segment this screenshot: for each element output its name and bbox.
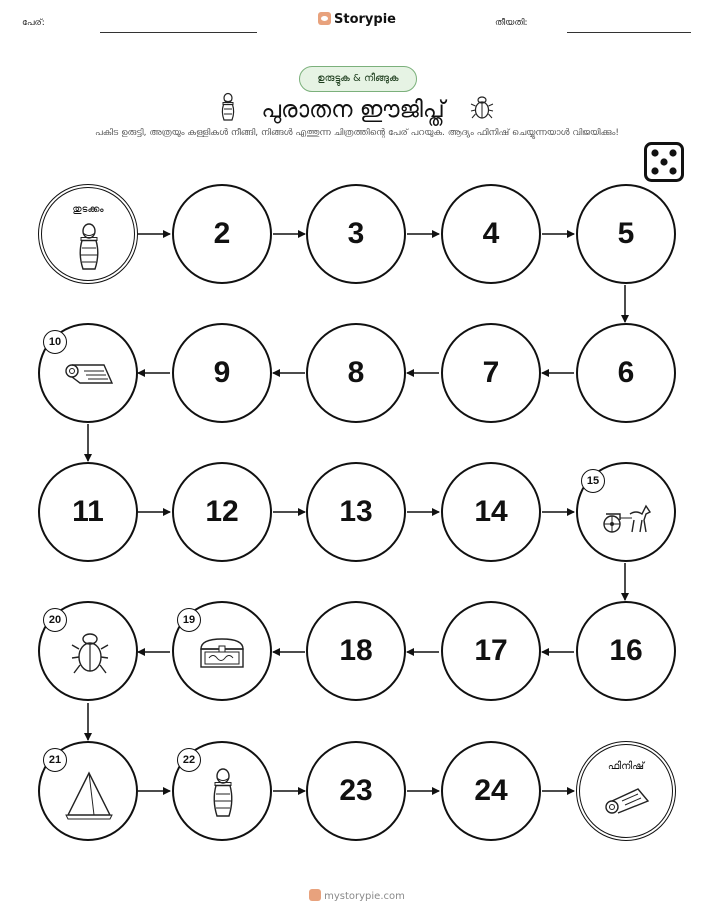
footer <box>0 889 714 902</box>
tile-number: 4 <box>482 217 500 250</box>
board-tile[interactable] <box>172 184 272 284</box>
tile-number-badge: 21 <box>43 748 67 772</box>
tile-number: 18 <box>339 634 373 667</box>
instructions: പകിട ഉരുട്ടി, അത്രയും കള്ളികൾ നീങ്ങി, നിങ്ങൾ എത്തുന്ന ചിത്രത്തിന്റെ പേര് പറയുക. ആദ്യം ഫിനിഷ് ചെയ്യുന്നയാൾ വിജയിക്കും! <box>95 128 619 138</box>
tile-number: 3 <box>347 217 365 250</box>
tile-number: 2 <box>213 217 231 250</box>
finish-label: ഫിനിഷ് <box>607 761 645 772</box>
board-tile-picture[interactable] <box>38 601 138 701</box>
date-label: തീയതി: <box>495 18 528 28</box>
tile-number-badge: 20 <box>43 608 67 632</box>
board-tile[interactable] <box>306 601 406 701</box>
page-title: പുരാതന ഈജിപ്ത് <box>261 97 445 123</box>
canopic-jar-icon <box>77 222 101 272</box>
tile-number-badge: 15 <box>581 469 605 493</box>
board-tile[interactable] <box>576 601 676 701</box>
board-tile-picture[interactable] <box>172 601 272 701</box>
chariot-icon <box>602 502 652 534</box>
tile-number: 7 <box>482 356 500 389</box>
board-tile-picture[interactable] <box>576 462 676 562</box>
tile-number: 12 <box>205 495 239 528</box>
treasure-chest-icon <box>197 637 247 669</box>
board-tile-picture[interactable] <box>172 741 272 841</box>
tile-number: 11 <box>72 495 104 528</box>
tile-number-badge: 22 <box>177 748 201 772</box>
board-tile[interactable] <box>441 184 541 284</box>
board-tile[interactable] <box>576 184 676 284</box>
name-label: പേര്: <box>22 18 45 28</box>
start-tile[interactable] <box>38 184 138 284</box>
storypie-logo-icon <box>309 889 321 901</box>
game-type-tag: ഉരുട്ടുക & നീങ്ങുക <box>299 66 417 92</box>
brand-name: Storypie <box>334 12 396 27</box>
tile-number-badge: 19 <box>177 608 201 632</box>
tile-number: 16 <box>609 634 643 667</box>
tile-number: 14 <box>474 495 508 528</box>
board-tile-picture[interactable] <box>38 741 138 841</box>
tile-number: 13 <box>339 495 373 528</box>
papyrus-scroll-icon <box>64 361 114 389</box>
board-tile[interactable] <box>441 601 541 701</box>
board-tile[interactable] <box>306 741 406 841</box>
board-tile[interactable] <box>306 323 406 423</box>
pyramid-icon <box>64 771 114 821</box>
tile-number: 17 <box>474 634 508 667</box>
scarab-icon <box>70 631 110 677</box>
tile-number: 9 <box>213 356 231 389</box>
tile-number: 8 <box>347 356 365 389</box>
papyrus-scroll-icon <box>604 787 650 817</box>
board-tile-picture[interactable] <box>38 323 138 423</box>
tile-number: 6 <box>617 356 635 389</box>
tile-number: 23 <box>339 774 373 807</box>
start-label: തുടക്കം <box>72 204 104 215</box>
board-tile[interactable] <box>441 323 541 423</box>
canopic-jar-icon <box>211 767 235 819</box>
board-tile[interactable] <box>576 323 676 423</box>
tile-number-badge: 10 <box>43 330 67 354</box>
board-tile[interactable] <box>38 462 138 562</box>
board-tile[interactable] <box>172 323 272 423</box>
board-tile[interactable] <box>306 462 406 562</box>
finish-tile[interactable] <box>576 741 676 841</box>
board-tile[interactable] <box>306 184 406 284</box>
footer-site[interactable]: mystorypie.com <box>324 891 405 902</box>
board-tile[interactable] <box>172 462 272 562</box>
tile-number: 5 <box>617 217 635 250</box>
tile-number: 24 <box>474 774 508 807</box>
board-tile[interactable] <box>441 462 541 562</box>
board-tile[interactable] <box>441 741 541 841</box>
